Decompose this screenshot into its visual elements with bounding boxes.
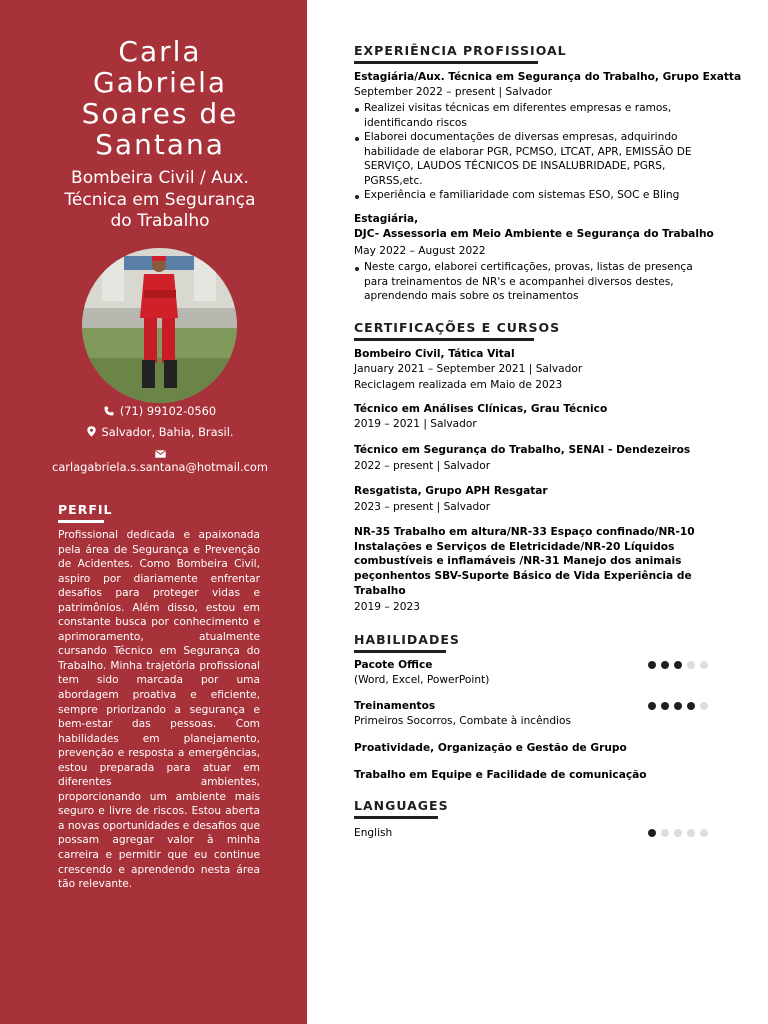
- list-item: Elaborei documentações de diversas empresas, adquirindo habilidade de elaborar PGR, PCMSO, LTCAT, APR, EMISSÃO DE SERVIÇO, LAUDOS TÉCNICOS DE INSALUBRIDADE, PGRS, PGRSS,etc.: [354, 130, 714, 188]
- rating-dot-empty: [700, 661, 708, 669]
- phone-text: (71) 99102-0560: [119, 404, 217, 418]
- rating-dot-filled: [648, 661, 656, 669]
- skill-detail: (Word, Excel, PowerPoint): [354, 674, 490, 686]
- cert-title: Técnico em Segurança do Trabalho, SENAI - Dendezeiros: [354, 444, 691, 456]
- location-text: Salvador, Bahia, Brasil.: [101, 425, 234, 439]
- job-date-1: September 2022 – present | Salvador: [354, 86, 552, 98]
- cert-title: Técnico em Análises Clínicas, Grau Técnico: [354, 403, 608, 415]
- rating-dot-filled: [661, 661, 669, 669]
- perfil-text: Profissional dedicada e apaixonada pela área de Segurança e Prevenção de Acidentes. Como Bombeira Civil, aspiro por diariamente enfrentar desafios para proteger vidas e patrimônios. Além disso, estou em constante busca por conhecimento e aprimoramento, atualmente cursando Técnico em Segurança do Trabalho. Minha trajetória profissional tem sido marcada por uma abordagem proativa e eficiente, sempre priorizando a segurança e bem-estar das pessoas. Com habilidades em planejamento, prevenção e resposta a emergências, estou preparada para atuar em diferentes ambientes, proporcionando um ambiente mais seguro e livre de riscos. Estou aberta a novas oportunidades e desafios que possam agregar valor à minha carreira e permitir que eu continue crescendo e aprendendo nesta área tão relevante.: [58, 529, 260, 891]
- skills-heading: HABILIDADES: [354, 632, 460, 647]
- rating-dot-empty: [700, 829, 708, 837]
- list-item: Realizei visitas técnicas em diferentes empresas e ramos, identificando riscos: [354, 101, 714, 130]
- cert-date: January 2021 – September 2021 | Salvador: [354, 363, 583, 375]
- rating-dot-empty: [700, 702, 708, 710]
- rating-dot-filled: [661, 702, 669, 710]
- sidebar: [0, 0, 307, 1024]
- cert-date: 2019 – 2023: [354, 601, 420, 613]
- skill-name: Proatividade, Organização e Gestão de Grupo: [354, 742, 627, 754]
- job-title-2: Estagiária,: [354, 213, 419, 225]
- job-company-2: DJC- Assessoria em Meio Ambiente e Segurança do Trabalho: [354, 228, 714, 240]
- job-bullets-1: [354, 101, 714, 203]
- cert-date: 2023 – present | Salvador: [354, 501, 491, 513]
- contact-email[interactable]: [10, 460, 310, 474]
- email-text[interactable]: carlagabriela.s.santana@hotmail.com: [52, 460, 268, 474]
- cert-title-line: Instalações e Serviços de Eletricidade/NR-20 Líquidos: [354, 541, 675, 553]
- profile-photo: [82, 248, 237, 403]
- rating-dot-filled: [687, 702, 695, 710]
- phone-icon: [104, 406, 114, 416]
- rating-dot-empty: [661, 829, 669, 837]
- role-line: do Trabalho: [110, 211, 210, 231]
- email-icon: [155, 450, 166, 458]
- rating-dot-empty: [687, 661, 695, 669]
- language-name: English: [354, 827, 393, 839]
- heading-underline: [354, 816, 438, 819]
- email-icon-row: [10, 446, 310, 460]
- cert-title: Bombeiro Civil, Tática Vital: [354, 348, 515, 360]
- cert-title-line: NR-35 Trabalho em altura/NR-33 Espaço confinado/NR-10: [354, 526, 695, 538]
- skill-name: Trabalho em Equipe e Facilidade de comunicação: [354, 769, 647, 781]
- perfil-heading: PERFIL: [58, 502, 113, 517]
- job-title-1: Estagiária/Aux. Técnica em Segurança do Trabalho, Grupo Exatta: [354, 71, 742, 83]
- rating-dot-empty: [674, 829, 682, 837]
- heading-underline: [354, 338, 534, 341]
- name-line: Soares de: [81, 97, 239, 130]
- heading-underline: [354, 61, 538, 64]
- skill-level-rating: [648, 661, 708, 669]
- cert-title: Resgatista, Grupo APH Resgatar: [354, 485, 548, 497]
- certifications-heading: CERTIFICAÇÕES E CURSOS: [354, 320, 561, 335]
- name-line: Gabriela: [92, 66, 228, 99]
- contact-phone: [10, 404, 310, 418]
- list-item: Experiência e familiaridade com sistemas ESO, SOC e Bling: [354, 188, 714, 203]
- heading-underline: [58, 520, 104, 523]
- skill-level-rating: [648, 702, 708, 710]
- cert-note: Reciclagem realizada em Maio de 2023: [354, 379, 563, 391]
- candidate-name: [20, 36, 300, 160]
- language-level-rating: [648, 829, 708, 837]
- name-line: Santana: [95, 128, 225, 161]
- rating-dot-filled: [648, 702, 656, 710]
- role-line: Técnica em Segurança: [64, 189, 256, 210]
- skill-name: Pacote Office: [354, 659, 433, 671]
- job-date-2: May 2022 – August 2022: [354, 245, 486, 257]
- cert-title-line: combustíveis e inflamáveis /NR-31 Manejo dos animais: [354, 555, 682, 567]
- skill-name: Treinamentos: [354, 700, 436, 712]
- skill-detail: Primeiros Socorros, Combate à incêndios: [354, 715, 572, 727]
- list-item: Neste cargo, elaborei certificações, provas, listas de presença para treinamentos de NR's e acompanhei diversos destes, aprendendo mais sobre os treinamentos: [354, 260, 714, 304]
- job-title: [30, 168, 290, 233]
- rating-dot-filled: [648, 829, 656, 837]
- languages-heading: LANGUAGES: [354, 798, 449, 813]
- rating-dot-filled: [674, 702, 682, 710]
- cert-title-line: peçonhentos SBV-Suporte Básico de Vida Experiência de: [354, 570, 692, 582]
- name-line: Carla: [118, 35, 202, 68]
- heading-underline: [354, 650, 446, 653]
- job-bullets-2: [354, 260, 714, 304]
- rating-dot-empty: [687, 829, 695, 837]
- contact-location: [10, 425, 310, 439]
- cert-title-line: Trabalho: [354, 585, 406, 597]
- location-pin-icon: [87, 426, 96, 437]
- role-line: Bombeira Civil / Aux.: [71, 168, 249, 188]
- experience-heading: EXPERIÊNCIA PROFISSIOAL: [354, 43, 567, 58]
- cert-date: 2022 – present | Salvador: [354, 460, 491, 472]
- cert-date: 2019 – 2021 | Salvador: [354, 418, 477, 430]
- rating-dot-filled: [674, 661, 682, 669]
